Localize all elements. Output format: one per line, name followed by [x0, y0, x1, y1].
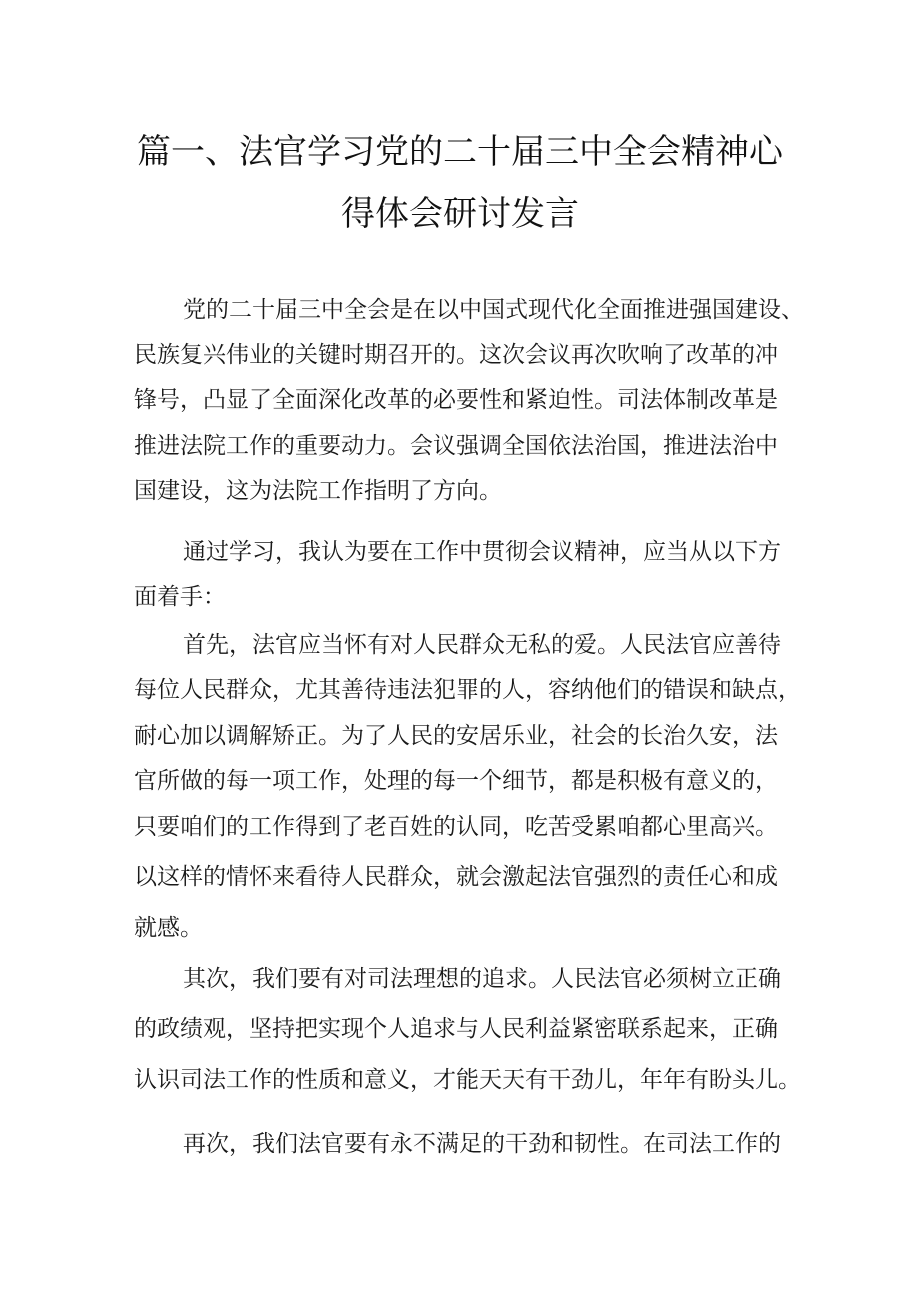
paragraph-3-line-4: 官所做的每一项工作，处理的每一个细节，都是积极有意义的， — [134, 768, 778, 794]
paragraph-3-line-3: 耐心加以调解矫正。为了人民的安居乐业，社会的长治久安，法 — [134, 723, 778, 749]
paragraph-2-line-1: 通过学习，我认为要在工作中贯彻会议精神，应当从以下方 — [183, 539, 781, 565]
paragraph-3-line-5: 只要咱们的工作得到了老百姓的认同，吃苦受累咱都心里高兴。 — [134, 814, 778, 840]
paragraph-3-line-2: 每位人民群众，尤其善待违法犯罪的人，容纳他们的错误和缺点， — [134, 677, 801, 703]
paragraph-5-line-1: 再次，我们法官要有永不满足的干劲和韧性。在司法工作的 — [183, 1131, 781, 1157]
paragraph-2-line-2: 面着手： — [134, 584, 226, 610]
paragraph-4-line-3: 认识司法工作的性质和意义，才能天天有干劲儿，年年有盼头儿。 — [134, 1067, 801, 1093]
document-title-line-2: 得体会研讨发言 — [341, 194, 579, 234]
paragraph-1-line-4: 推进法院工作的重要动力。会议强调全国依法治国，推进法治中 — [134, 433, 778, 459]
paragraph-3-line-1: 首先，法官应当怀有对人民群众无私的爱。人民法官应善待 — [183, 632, 781, 658]
paragraph-1-line-1: 党的二十届三中全会是在以中国式现代化全面推进强国建设、 — [183, 297, 804, 323]
paragraph-1-line-5: 国建设，这为法院工作指明了方向。 — [134, 478, 502, 504]
paragraph-3-line-7: 就感。 — [134, 915, 203, 941]
paragraph-4-line-2: 的政绩观，坚持把实现个人追求与人民利益紧密联系起来，正确 — [134, 1016, 778, 1042]
paragraph-4-line-1: 其次，我们要有对司法理想的追求。人民法官必须树立正确 — [183, 966, 781, 992]
paragraph-3-line-6: 以这样的情怀来看待人民群众，就会激起法官强烈的责任心和成 — [134, 864, 778, 890]
paragraph-1-line-3: 锋号，凸显了全面深化改革的必要性和紧迫性。司法体制改革是 — [134, 387, 778, 413]
document-title-line-1: 篇一、法官学习党的二十届三中全会精神心 — [137, 132, 783, 172]
paragraph-1-line-2: 民族复兴伟业的关键时期召开的。这次会议再次吹响了改革的冲 — [134, 342, 778, 368]
